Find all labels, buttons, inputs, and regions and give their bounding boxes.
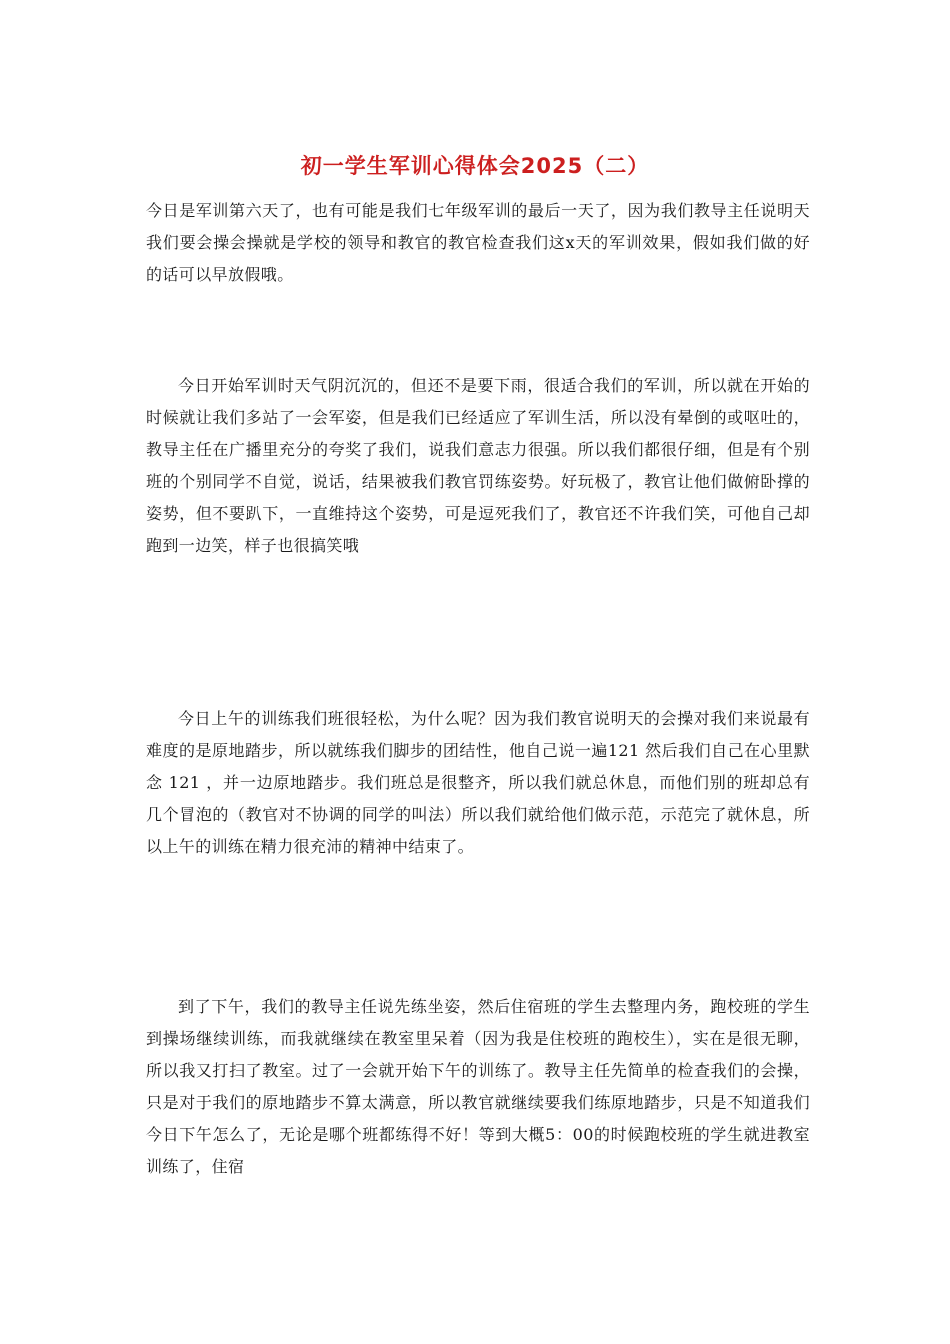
paragraph-4: 到了下午，我们的教导主任说先练坐姿，然后住宿班的学生去整理内务，跑校班的学生到操场继续训练，而我就继续在教室里呆着（因为我是住校班的跑校生），实在是很无聊，所以我又打扫了教室。过了一会就开始下午的训练了。教导主任先简单的检查我们的会操，只是对于我们的原地踏步不算太满意，所以教官就继续要我们练原地踏步，只是不知道我们今日下午怎么了，无论是哪个班都练得不好！等到大概5：00的时候跑校班的学生就进教室训练了，住宿 [146,997,810,1176]
paragraph-1: 今日是军训第六天了，也有可能是我们七年级军训的最后一天了，因为我们教导主任说明天我们要会操会操就是学校的领导和教官的教官检查我们这x天的军训效果，假如我们做的好的话可以早放假哦。 [146,201,810,284]
paragraph-3: 今日上午的训练我们班很轻松，为什么呢？因为我们教官说明天的会操对我们来说最有难度的是原地踏步，所以就练我们脚步的团结性，他自己说一遍121 然后我们自己在心里默念 121 ，并一边原地踏步。我们班总是很整齐，所以我们就总休息，而他们别的班却总有几个冒泡的（教官对不协调的同学的叫法）所以我们就给他们做示范，示范完了就休息，所以上午的训练在精力很充沛的精神中结束了。 [146,709,810,856]
document-title: 初一学生军训心得体会2025（二） [300,154,650,178]
paragraph-2: 今日开始军训时天气阴沉沉的，但还不是要下雨，很适合我们的军训，所以就在开始的时候就让我们多站了一会军姿，但是我们已经适应了军训生活，所以没有晕倒的或呕吐的，教导主任在广播里充分的夸奖了我们，说我们意志力很强。所以我们都很仔细，但是有个别班的个别同学不自觉，说话，结果被我们教官罚练姿势。好玩极了，教官让他们做俯卧撑的姿势，但不要趴下，一直维持这个姿势，可是逗死我们了，教官还不许我们笑，可他自己却跑到一边笑，样子也很搞笑哦 [146,376,810,555]
